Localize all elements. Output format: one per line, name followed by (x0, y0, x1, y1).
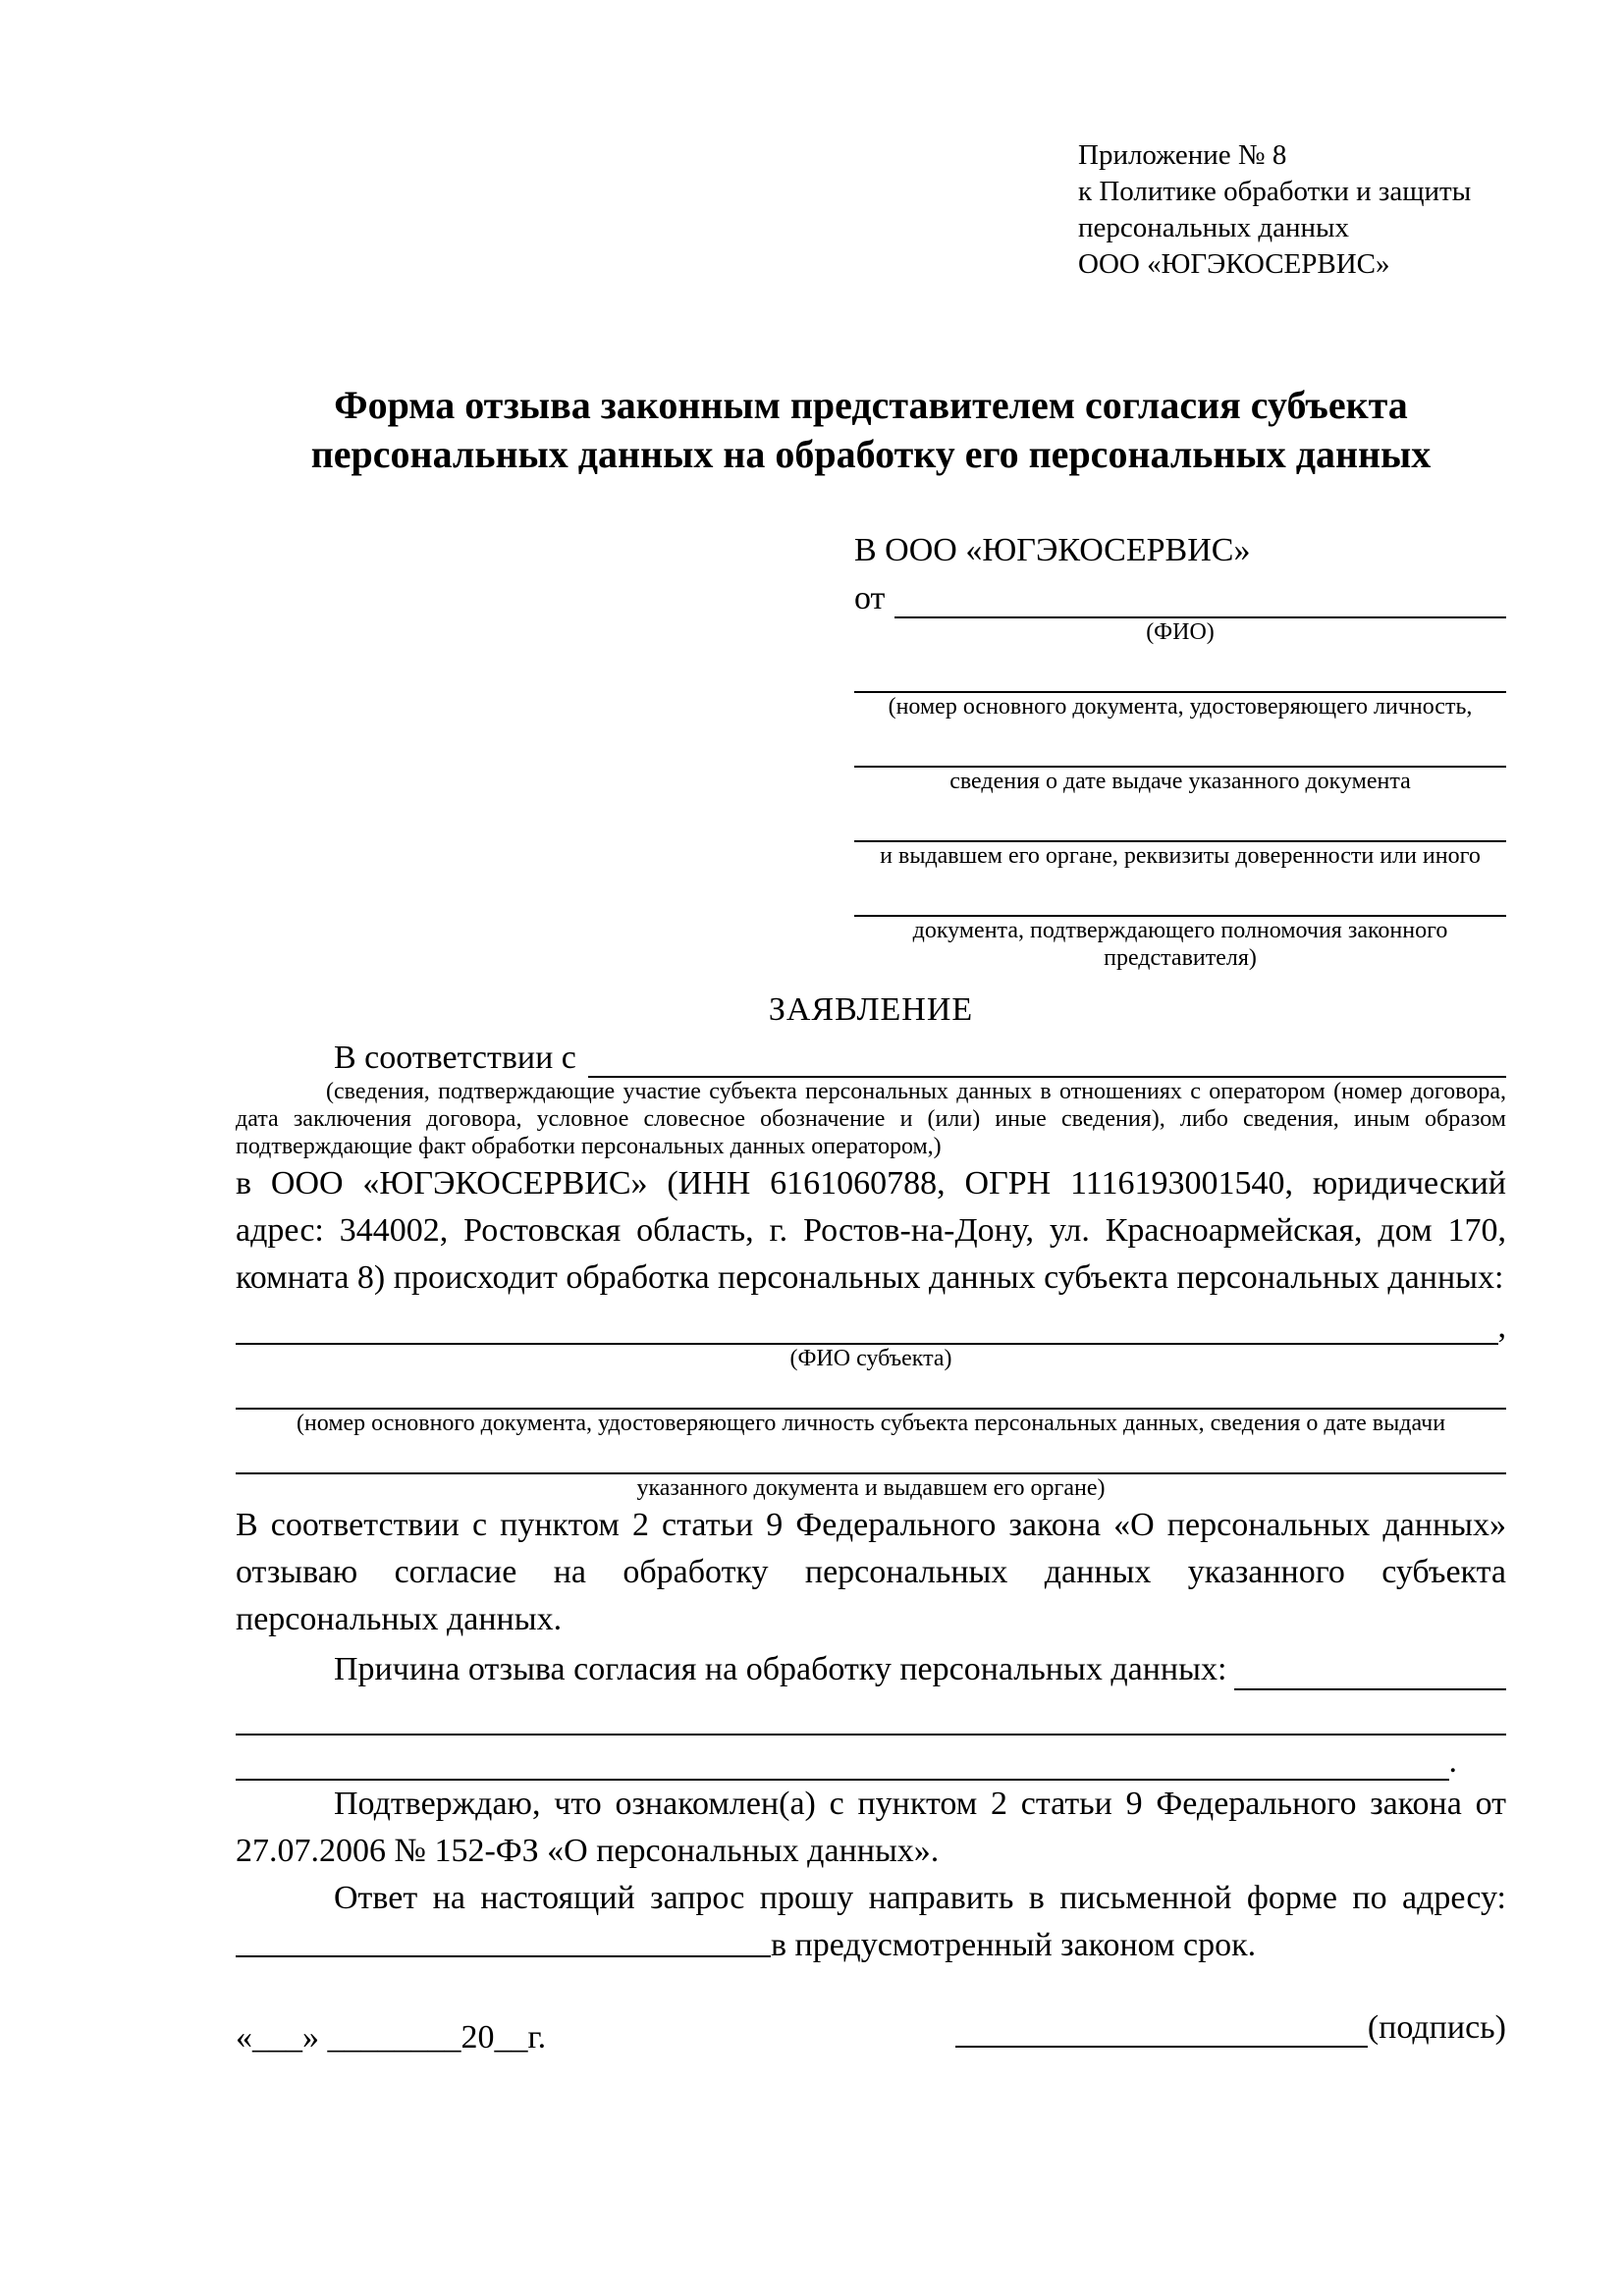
doc-caption-4: документа, подтверждающего полномочия законного представителя) (912, 918, 1448, 971)
fio-caption: (ФИО) (1146, 619, 1215, 645)
doc-blank-line-4 (854, 870, 1506, 917)
document-title (236, 381, 1506, 479)
operator-paragraph: в ООО «ЮГЭКОСЕРВИС» (ИНН 6161060788, ОГРН 1116193001540, юридический адрес: 344002, Ростовская область, г. Ростов-на-Дону, ул. Красноармейская, дом 170, комната 8) происходит обработка персональных данных субъекта персональных данных: (236, 1165, 1506, 1296)
reply-paragraph-line-1: Ответ на настоящий запрос прошу направить в письменной форме по адресу: (334, 1880, 1506, 1916)
doc-caption-3: и выдавшем его органе, реквизиты доверенности или иного (880, 843, 1481, 869)
statement-heading: ЗАЯВЛЕНИЕ (768, 991, 974, 1028)
annex-line-1: Приложение № 8 (1078, 139, 1287, 171)
annex-line-3: персональных данных (1078, 212, 1350, 243)
annex-line-2: к Политике обработки и защиты (1078, 176, 1472, 207)
from-label: от (854, 580, 886, 616)
document-title-line-1: Форма отзыва законным представителем согласия субъекта (334, 383, 1408, 427)
doc-blank-line-2 (854, 721, 1506, 768)
addressee-to: В ООО «ЮГЭКОСЕРВИС» (854, 532, 1251, 568)
signature-caption: (подпись) (1367, 2009, 1506, 2046)
subject-doc-caption-2: указанного документа и выдавшем его органе) (636, 1475, 1106, 1501)
subject-doc-field-1 (236, 1372, 1506, 1437)
reply-line-2-text: в предусмотренный законом срок. (771, 1927, 1257, 1963)
annex-line-4: ООО «ЮГЭКОСЕРВИС» (1078, 248, 1390, 280)
reply-paragraph-line-2 (236, 1922, 1506, 1969)
subject-doc-blank-line-2 (236, 1437, 1506, 1474)
subject-fio-blank-line (236, 1302, 1498, 1345)
subject-doc-blank-line-1 (236, 1372, 1506, 1410)
subject-fio-line-suffix: , (1497, 1308, 1506, 1345)
basis-row (236, 1033, 1506, 1078)
doc-blank-line-3 (854, 795, 1506, 842)
representative-doc-field-3 (854, 795, 1506, 870)
withdraw-paragraph: В соответствии с пунктом 2 статьи 9 Федерального закона «О персональных данных» отзываю согласие на обработку персональных данных указанного субъекта персональных данных. (236, 1507, 1506, 1637)
representative-doc-field-1 (854, 646, 1506, 721)
representative-doc-field-2 (854, 721, 1506, 795)
footer-row (236, 2008, 1506, 2056)
subject-doc-caption-1: (номер основного документа, удостоверяющего личность субъекта персональных данных, сведения о дате выдачи (296, 1411, 1446, 1436)
reason-blank-row-3 (236, 1735, 1506, 1781)
representative-doc-field-4 (854, 870, 1506, 972)
date-blank: «___» ________20__г. (236, 2019, 547, 2056)
subject-doc-field-2 (236, 1437, 1506, 1502)
doc-caption-2: сведения о дате выдаче указанного документа (949, 769, 1411, 794)
basis-blank-line (588, 1033, 1506, 1078)
reason-label: Причина отзыва согласия на обработку персональных данных: (334, 1651, 1227, 1687)
address-blank-line (236, 1926, 771, 1957)
basis-label: В соответствии с (334, 1040, 576, 1076)
from-row (854, 573, 1506, 618)
reason-row (236, 1643, 1506, 1690)
signature-blank-line (955, 2016, 1368, 2048)
annex-block (1078, 137, 1506, 283)
reason-blank-line-2 (236, 1690, 1506, 1735)
addressee-block (854, 528, 1506, 972)
reason-blank-line-3 (236, 1735, 1449, 1781)
subject-fio-row (236, 1302, 1506, 1345)
doc-blank-line-1 (854, 646, 1506, 693)
subject-fio-caption: (ФИО субъекта) (789, 1346, 952, 1371)
document-title-line-2: персональных данных на обработку его персональных данных (310, 432, 1432, 476)
basis-caption: (сведения, подтверждающие участие субъекта персональных данных в отношениях с оператором (номер договора, дата заключения договора, условное словесное обозначение и (или) иные сведения), либо сведения, иным образом подтверждающие факт обработки персональных данных оператором,) (236, 1079, 1506, 1159)
confirm-paragraph: Подтверждаю, что ознакомлен(а) с пунктом 2 статьи 9 Федерального закона от 27.07.2006 № 152-ФЗ «О персональных данных». (236, 1786, 1506, 1869)
reason-blank-line (1234, 1643, 1506, 1690)
signature-block (955, 2008, 1506, 2048)
fio-blank-line (894, 573, 1506, 618)
doc-caption-1: (номер основного документа, удостоверяющего личность, (888, 694, 1473, 720)
reason-line-suffix: . (1448, 1743, 1457, 1780)
